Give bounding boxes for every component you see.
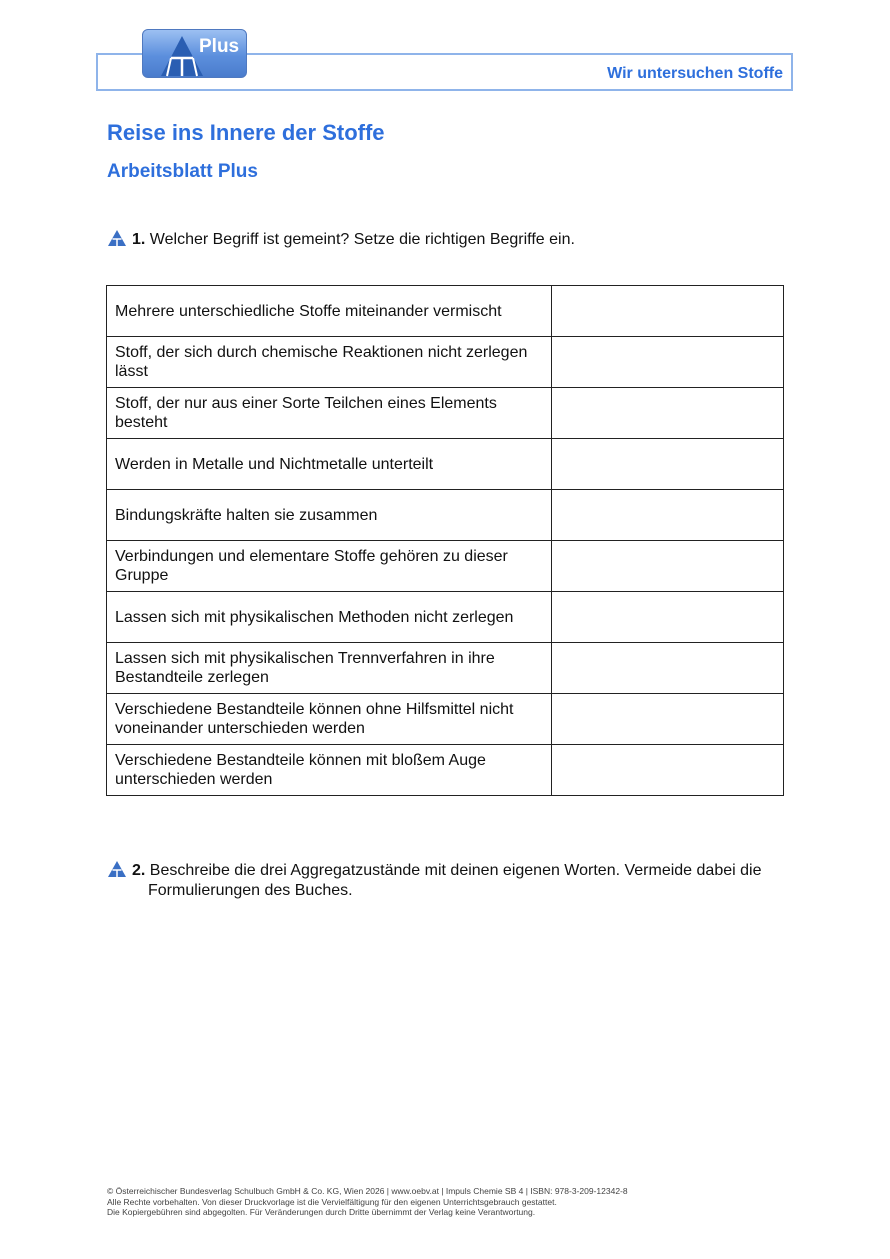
term-description: Verschiedene Bestandteile können mit bloßem Auge unterschieden werden [107, 745, 552, 796]
term-description: Lassen sich mit physikalischen Trennverfahren in ihre Bestandteile zerlegen [107, 643, 552, 694]
table-row [107, 490, 784, 541]
logo-text: Plus [199, 36, 240, 57]
section-title: Wir untersuchen Stoffe [607, 65, 783, 82]
term-description: Stoff, der sich durch chemische Reaktionen nicht zerlegen lässt [107, 337, 552, 388]
footer-rights: Alle Rechte vorbehalten. Von dieser Druckvorlage ist die Vervielfältigung für den eigenen Unterrichtsgebrauch gestattet. [107, 1196, 557, 1207]
task-triangle-icon [107, 229, 127, 247]
task-1-prompt [132, 230, 575, 250]
task-1-number: 1. [132, 231, 146, 248]
term-answer-field[interactable] [552, 337, 784, 388]
table-row [107, 388, 784, 439]
footer [107, 1186, 628, 1218]
footer-copyright: © Österreichischer Bundesverlag Schulbuch GmbH & Co. KG, Wien 2026 | www.oebv.at | Impuls Chemie SB 4 | ISBN: 978-3-209-12342-8 [107, 1186, 628, 1196]
page-title: Reise ins Innere der Stoffe [107, 120, 385, 145]
term-description: Werden in Metalle und Nichtmetalle unterteilt [107, 439, 552, 490]
term-answer-field[interactable] [552, 643, 784, 694]
footer-disclaimer: Die Kopiergebühren sind abgegolten. Für Veränderungen durch Dritte übernimmt der Verlag keine Verantwortung. [107, 1207, 536, 1217]
term-description: Verschiedene Bestandteile können ohne Hilfsmittel nicht voneinander unterschieden werden [107, 694, 552, 745]
term-description: Verbindungen und elementare Stoffe gehören zu dieser Gruppe [107, 541, 552, 592]
term-answer-field[interactable] [552, 388, 784, 439]
task-triangle-icon [107, 860, 127, 878]
table-row [107, 745, 784, 796]
plus-logo [142, 29, 247, 78]
table-row [107, 286, 784, 337]
task-2-text-line1: Beschreibe die drei Aggregatzustände mit deinen eigenen Worten. Vermeide dabei die [149, 862, 762, 879]
table-row [107, 337, 784, 388]
term-description: Stoff, der nur aus einer Sorte Teilchen eines Elements besteht [107, 388, 552, 439]
terms-table [106, 285, 784, 796]
term-answer-field[interactable] [552, 541, 784, 592]
term-answer-field[interactable] [552, 745, 784, 796]
term-answer-field[interactable] [552, 439, 784, 490]
task-1-text: Welcher Begriff ist gemeint? Setze die richtigen Begriffe ein. [149, 231, 575, 248]
table-row [107, 541, 784, 592]
page-subtitle: Arbeitsblatt Plus [107, 161, 258, 182]
table-row [107, 439, 784, 490]
task-2-prompt [132, 861, 792, 901]
term-answer-field[interactable] [552, 694, 784, 745]
term-description: Lassen sich mit physikalischen Methoden nicht zerlegen [107, 592, 552, 643]
term-description: Mehrere unterschiedliche Stoffe miteinander vermischt [107, 286, 552, 337]
term-answer-field[interactable] [552, 592, 784, 643]
table-row [107, 592, 784, 643]
task-2-number: 2. [132, 862, 146, 879]
task-2-text-line2: Formulierungen des Buches. [148, 882, 353, 899]
term-answer-field[interactable] [552, 490, 784, 541]
table-row [107, 643, 784, 694]
term-answer-field[interactable] [552, 286, 784, 337]
table-row [107, 694, 784, 745]
term-description: Bindungskräfte halten sie zusammen [107, 490, 552, 541]
